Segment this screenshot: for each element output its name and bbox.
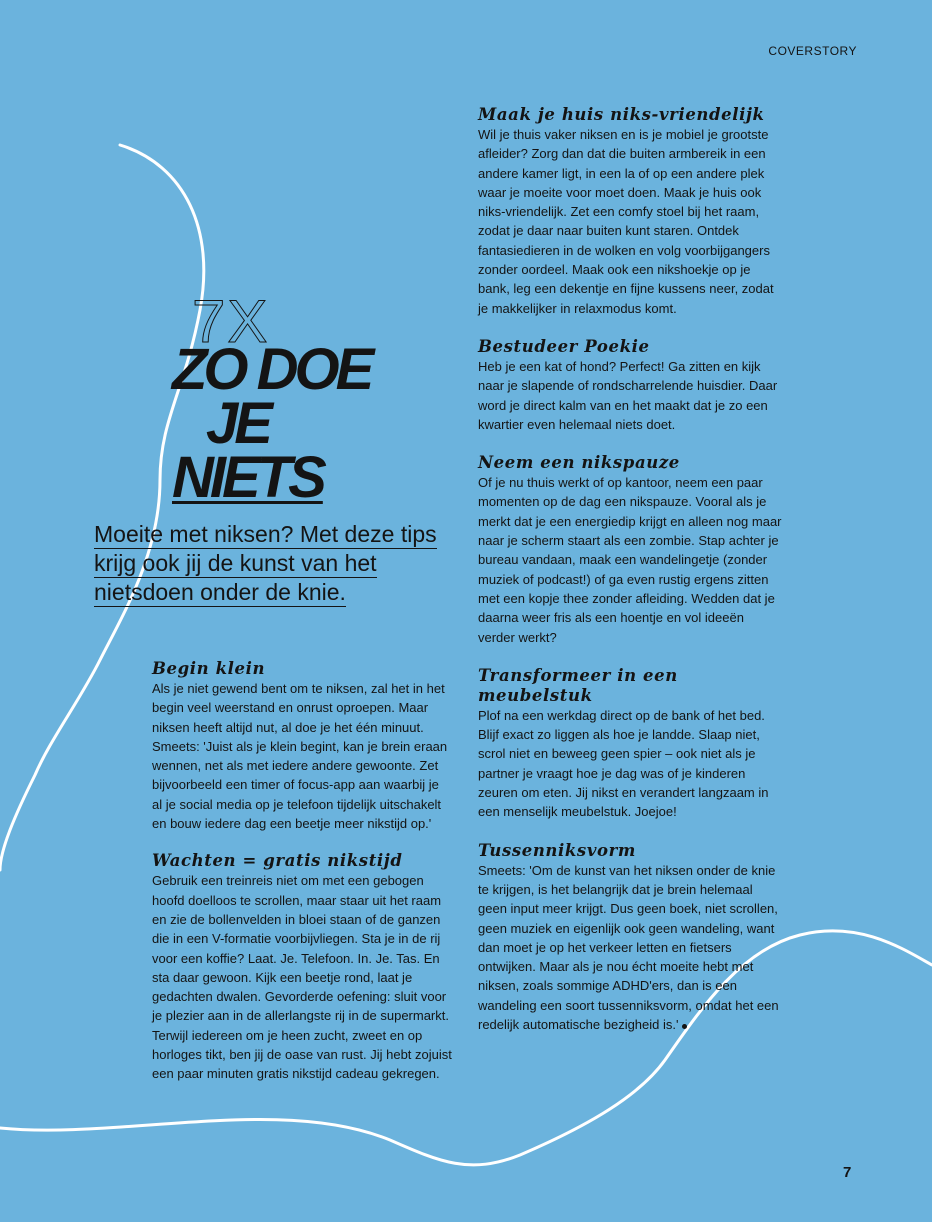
tip-title: Tussenniksvorm bbox=[478, 840, 636, 860]
tip-title: Wachten = gratis nikstijd bbox=[152, 851, 403, 871]
tip-body: Of je nu thuis werkt of op kantoor, neem een paar momenten op de dag een nikspauze. Vooral als je merkt dat je een energiedip krijgt en alleen nog maar naar je scherm staart als een zombie. Stap achter je bureau vandaan, maak een wandelingetje (zonder muziek of podcast!) of ga even rustig ergens zitten met een kopje thee zonder afleiding. Wedden dat je daarna weer fris als een hoentje en vol ideeën verder werkt? bbox=[478, 475, 782, 645]
tip-nikspauze bbox=[478, 453, 783, 647]
headline-kicker: 7X bbox=[192, 288, 270, 355]
tip-body: Gebruik een treinreis niet om met een gebogen hoofd doelloos te scrollen, maar staar uit het raam en zie de bollenvelden in bloei staan of de ganzen die in een V-formatie voorbijvliegen. Sta je in de rij voor een koffie? Laat. Je. Telefoon. In. Je. Tas. En sta daar gewoon. Kijk een beetje rond, laat je gedachten dwalen. Gevorderde oefening: sluit voor je plezier aan in de allerlangste rij in de supermarkt. Terwijl iedereen om je heen zucht, zweet en op horloges tikt, ben jij de oase van rust. Jij hebt zojuist een paar minuten gratis nikstijd cadeau gekregen. bbox=[152, 873, 452, 1082]
intro-text bbox=[94, 520, 444, 607]
tip-body: Plof na een werkdag direct op de bank of het bed. Blijf exact zo liggen als hoe je landde. Slaap niet, scrol niet en beweeg geen spier – ook niet als je partner je vraagt hoe je dag was of je kinderen zeuren om eten. Jij nikst en verandert langzaam in een menselijk meubelstuk. Joejoe! bbox=[478, 707, 769, 820]
headline-line-2: JE bbox=[206, 391, 269, 456]
section-label: COVERSTORY bbox=[768, 44, 857, 58]
tip-title: Transformeer in een meubelstuk bbox=[478, 665, 678, 705]
tip-huis-niks-vriendelijk bbox=[478, 105, 783, 318]
headline bbox=[172, 337, 432, 510]
tip-body: Als je niet gewend bent om te niksen, zal het in het begin veel weerstand en onrust oproepen. Maar niksen heeft altijd nut, al doe je het één minuut. Smeets: 'Juist als je klein begint, kan je brein eraan wennen, net als met iedere andere gewoonte. Zet bijvoorbeeld een timer of focus-app aan waarbij je al je social media op je telefoon tijdelijk uitschakelt en bouw iedere dag een beetje meer nikstijd op.' bbox=[152, 681, 448, 832]
tip-title: Begin klein bbox=[152, 659, 266, 678]
tip-body-wrapper bbox=[478, 861, 783, 1035]
tip-title: Maak je huis niks-vriendelijk bbox=[478, 105, 765, 124]
tip-begin-klein bbox=[152, 659, 452, 833]
tip-title: Bestudeer Poekie bbox=[478, 336, 650, 356]
end-mark-icon bbox=[682, 1024, 687, 1029]
tip-meubelstuk bbox=[478, 666, 783, 822]
page-number: 7 bbox=[843, 1164, 852, 1181]
tip-body: Smeets: 'Om de kunst van het niksen onder de knie te krijgen, is het belangrijk dat je brein helemaal geen input meer krijgt. Dus geen boek, niet scrollen, geen muziek en eigenlijk ook geen wandeling, want dan moet je op het verkeer letten en fietsers ontwijken. Maar als je nou écht moeite hebt met niksen, zoals sommige ADHD'ers, dan is een wandeling een soort tussenniksvorm, omdat het een redelijk automatische bezigheid is.' bbox=[478, 862, 779, 1032]
tip-body: Heb je een kat of hond? Perfect! Ga zitten en kijk naar je slapende of rondscharrelende huisdier. Daar word je direct kalm van en het maakt dat je zo een kwartier even helemaal niets doet. bbox=[478, 358, 778, 432]
intro-text-content: Moeite met niksen? Met deze tips krijg ook jij de kunst van het nietsdoen onder de knie. bbox=[94, 521, 437, 605]
tip-body: Wil je thuis vaker niksen en is je mobiel je grootste afleider? Zorg dan dat die buiten armbereik in een andere kamer ligt, in een la of op een andere plek waar je moeite voor moet doen. Maak je huis ook niks-vriendelijk. Zet een comfy stoel bij het raam, zodat je daar naar buiten kunt staren. Ontdek fantasiedieren in de wolken en volg voorbijgangers zonder oordeel. Maak ook een nikshoekje op je bank, leg een dekentje en fijne kussens neer, zodat je makkelijker in relaxmodus komt. bbox=[478, 127, 774, 316]
right-column bbox=[478, 105, 783, 1034]
tip-title: Neem een nikspauze bbox=[478, 453, 680, 473]
tip-wachten bbox=[152, 851, 452, 1083]
headline-line-3: NIETS bbox=[172, 445, 323, 510]
tip-bestudeer-poekie bbox=[478, 337, 783, 434]
left-column bbox=[152, 659, 452, 1084]
tip-tussenniksvorm bbox=[478, 841, 783, 1035]
headline-line-1: ZO DOE bbox=[172, 337, 371, 402]
